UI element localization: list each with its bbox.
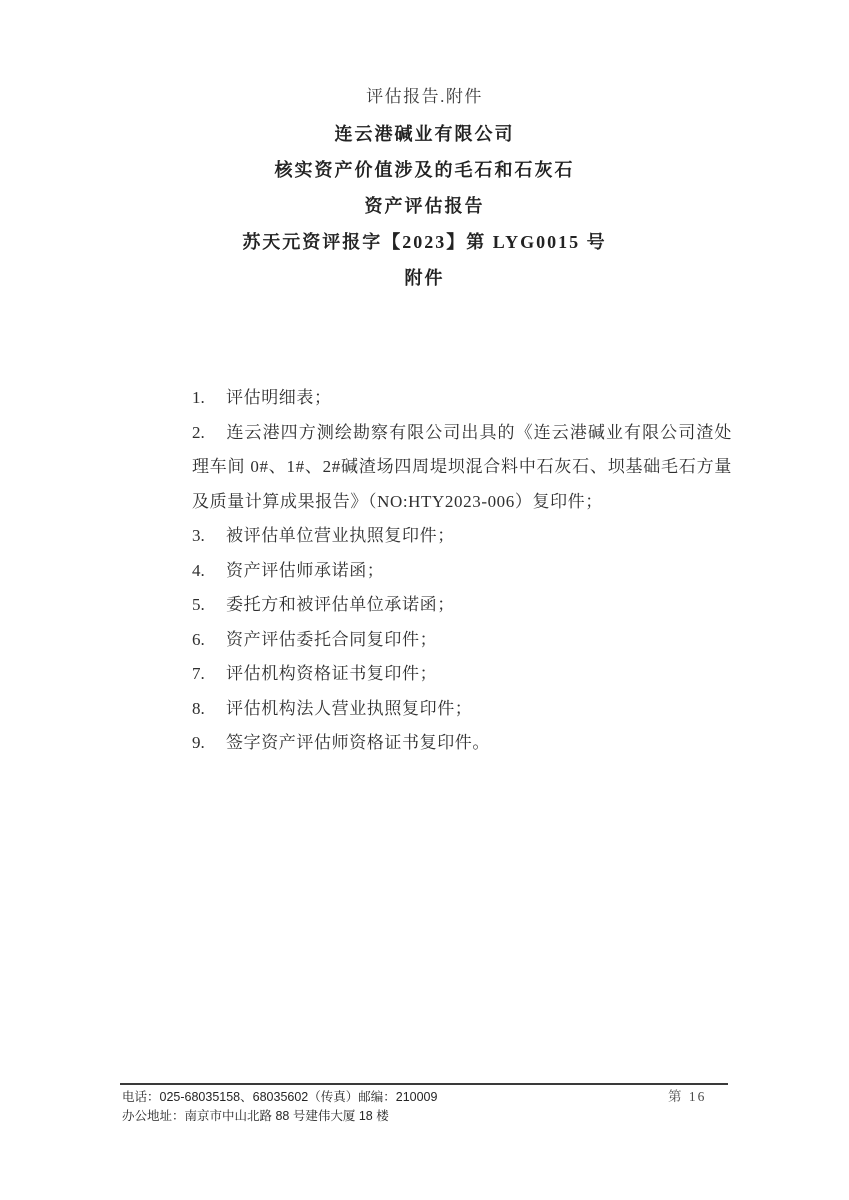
attachment-list-item — [192, 381, 732, 416]
footer-contact-block — [122, 1088, 437, 1125]
list-item-number: 2. — [192, 422, 205, 442]
footer-divider — [120, 1083, 728, 1085]
doc-label: 评估报告.附件 — [366, 87, 483, 106]
title-block — [0, 116, 849, 296]
page-number: 第 16 — [668, 1089, 707, 1104]
list-item-text: 委托方和被评估单位承诺函； — [226, 595, 455, 614]
list-item-number: 4. — [192, 560, 205, 580]
attachment-list — [192, 381, 732, 761]
list-item-text: 评估机构资格证书复印件； — [226, 664, 438, 683]
list-item-text: 签字资产评估师资格证书复印件。 — [226, 733, 490, 752]
report-number: 苏天元资评报字【2023】第 LYG0015 号 — [242, 232, 607, 252]
list-item-number: 1. — [192, 388, 205, 407]
list-item-text: 连云港四方测绘勘察有限公司出具的《连云港碱业有限公司渣处理车间 0#、1#、2#碱渣场四周堤坝混合料中石灰石、坝基础毛石方量及质量计算成果报告》（NO:HTY2023-006）复印件； — [192, 422, 732, 511]
list-item-number: 7. — [192, 664, 205, 683]
attachment-list-item — [192, 554, 732, 589]
footer-address-line: 办公地址：南京市中山北路 88 号建伟大厦 18 楼 — [122, 1108, 389, 1123]
attachment-list-item — [192, 588, 732, 623]
footer-phone-line: 电话：025-68035158、68035602（传真）邮编：210009 — [122, 1090, 438, 1104]
list-item-text: 资产评估委托合同复印件； — [226, 629, 438, 649]
list-item-number: 8. — [192, 698, 205, 718]
report-type-title: 资产评估报告 — [364, 196, 485, 216]
list-item-number: 5. — [192, 595, 205, 614]
list-item-text: 资产评估师承诺函； — [226, 560, 385, 580]
attachment-list-item — [192, 416, 732, 520]
attachment-list-item — [192, 726, 732, 761]
attachment-list-item — [192, 623, 732, 658]
list-item-text: 被评估单位营业执照复印件； — [226, 526, 455, 545]
company-title: 连云港碱业有限公司 — [334, 124, 515, 144]
list-item-number: 9. — [192, 733, 205, 752]
list-item-text: 评估明细表； — [226, 388, 332, 407]
list-item-number: 6. — [192, 629, 205, 649]
attachment-heading: 附件 — [404, 268, 445, 288]
list-item-number: 3. — [192, 526, 205, 545]
attachment-list-item — [192, 519, 732, 554]
attachment-list-item — [192, 692, 732, 727]
attachment-list-item — [192, 657, 732, 692]
subject-title: 核实资产价值涉及的毛石和石灰石 — [274, 160, 575, 180]
list-item-text: 评估机构法人营业执照复印件； — [226, 698, 473, 718]
